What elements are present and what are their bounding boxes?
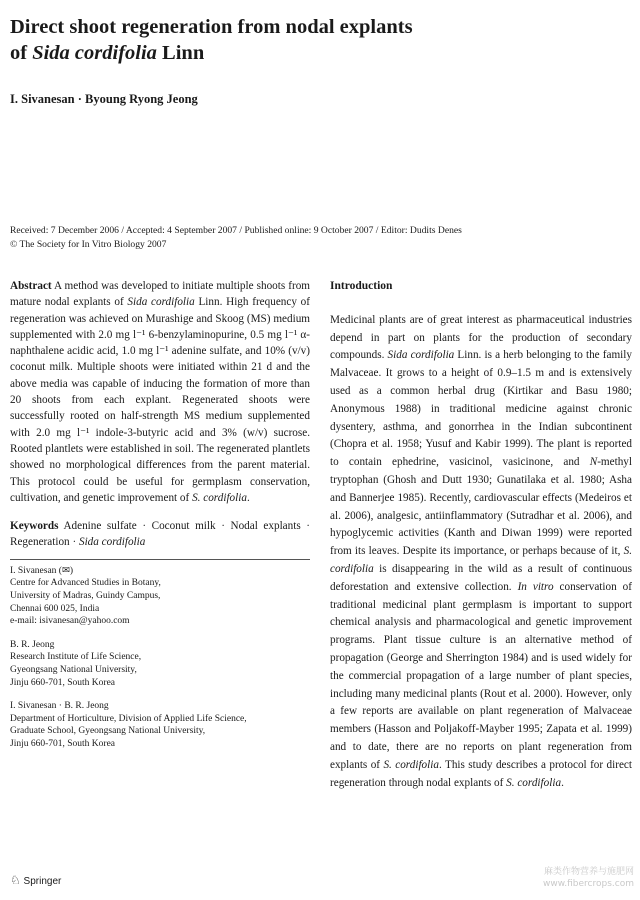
intro-italic-run: Sida cordifolia [387, 349, 455, 362]
introduction-body [330, 312, 632, 793]
title-species: Sida cordifolia [32, 42, 157, 64]
abstract-species-end: S. cordifolia [192, 491, 247, 504]
left-column [10, 278, 310, 761]
springer-logo-icon: ♘ [10, 873, 21, 887]
affiliation-line: Department of Horticulture, Division of Applied Life Science, [10, 713, 247, 724]
intro-text-run: Medicinal plants are of great interest as pharmaceutical industries depend in part on plants for the production of secondary compounds. [330, 313, 632, 362]
affiliation-line: Gyeongsang National University, [10, 664, 137, 675]
affiliation-line: B. R. Jeong [10, 639, 55, 650]
abstract-text-2: Linn. High frequency of regeneration was achieved on Murashige and Skoog (MS) medium supplemented with 2.0 mg l⁻¹ 6-benzylaminopurine, 0.5 mg l⁻¹ α-naphthalene acidic acid, 1.0 mg l⁻¹ adenine sulfate, and 10% (v/v) coconut milk. Multiple shoots were initiated within 21 d and the above media was capable of inducing the formation of more than 20 shoots from each explant. Regenerated shoots were successfully rooted on half-strength MS medium supplemented with 2.0 mg l⁻¹ indole-3-butyric acid and 3% (w/v) sucrose. Rooted plantlets were established in soil. The regenerated plantlets showed no morphological differences from the parent material. This protocol could be useful for germplasm conservation, cultivation, and genetic improvement of [10, 296, 310, 504]
intro-text-run: . [561, 776, 564, 789]
abstract [10, 278, 310, 506]
affiliation-line: University of Madras, Guindy Campus, [10, 590, 161, 601]
intro-text-run: . This study describes a protocol for direct regeneration through nodal explants of [330, 758, 632, 789]
publication-history [10, 224, 630, 252]
intro-text-run: -methyl tryptophan (Ghosh and Dutt 1930; Gunatilaka et al. 1980; Asha and Bannerjee 1985). Recently, cardiovascular effects (Medeiros et al. 2006), analgesic, antiinflammatory (Sutradhar et al. 2006), and hypoglycemic activities (Kanth and Diwan 1999) were reported from its leaves. Despite its importance, or perhaps because of it, [330, 456, 632, 558]
watermark-line-2: www.fibercrops.com [543, 879, 634, 889]
intro-text-run: conservation of traditional medicinal plant germplasm is important to support chemical analysis and pharmacological and genetic improvement programs. Plant tissue culture is an alternative method of propagation (George and Sherrington 1984) and is used widely for the commercial propagation of a large number of plant species, including many medicinal plants (Rout et al. 2000). However, only a few reports are available on plant regeneration of Malvaceae members (Hasson and Poljakoff-Mayber 1995; Zapata et al. 1999) and to date, there are no reports on plant regeneration from explants of [330, 580, 632, 771]
affiliation-line: I. Sivanesan (✉) [10, 565, 74, 576]
intro-text-run: is disappearing in the wild as a result of continuous deforestation and extensive collection. [330, 562, 632, 593]
abstract-label: Abstract [10, 280, 52, 292]
abstract-end: . [246, 491, 250, 504]
watermark [543, 866, 634, 890]
affiliation-line: Chennai 600 025, India [10, 603, 100, 614]
author-email[interactable]: e-mail: isivanesan@yahoo.com [10, 616, 130, 627]
intro-italic-run: S. cordifolia [506, 776, 562, 789]
affiliation-line: Graduate School, Gyeongsang National University, [10, 726, 206, 737]
watermark-line-1: 麻类作物营养与施肥网 [543, 867, 634, 877]
affiliation-line: Jinju 660-701, South Korea [10, 738, 116, 749]
publisher-footer [10, 873, 61, 887]
title-line-2-suffix: Linn [156, 42, 205, 64]
intro-italic-run: N [589, 456, 598, 469]
keywords [10, 518, 310, 551]
intro-italic-run: S. cordifolia [383, 758, 439, 771]
keywords-text: Adenine sulfate · Coconut milk · Nodal explants · Regeneration · [10, 520, 310, 549]
abstract-species: Sida cordifolia [127, 296, 195, 309]
affiliation-line: Jinju 660-701, South Korea [10, 677, 116, 688]
affiliation-3 [10, 700, 310, 750]
article-title [10, 14, 610, 66]
abstract-text-1: A method was developed to initiate multiple shoots from mature nodal explants of [10, 280, 310, 309]
keywords-label: Keywords [10, 520, 59, 533]
affiliation-1 [10, 565, 310, 628]
intro-italic-run: S. cordifolia [330, 545, 632, 575]
affiliation-line: I. Sivanesan · B. R. Jeong [10, 701, 109, 712]
intro-italic-run: In vitro [517, 580, 554, 593]
affiliation-line: Research Institute of Life Science, [10, 652, 142, 663]
introduction-heading: Introduction [330, 280, 393, 292]
publisher-name: Springer [23, 876, 62, 887]
affiliation-line: Centre for Advanced Studies in Botany, [10, 578, 161, 589]
right-column [330, 278, 632, 792]
author-list: I. Sivanesan · Byoung Ryong Jeong [10, 92, 198, 106]
received-line: Received: 7 December 2006 / Accepted: 4 September 2007 / Published online: 9 October 2007 / Editor: Dudits Denes [10, 225, 462, 236]
title-line-2-prefix: of [10, 42, 33, 64]
title-line-1: Direct shoot regeneration from nodal explants [10, 16, 413, 38]
copyright-line: © The Society for In Vitro Biology 2007 [10, 239, 167, 250]
affiliations [10, 559, 310, 751]
affiliation-2 [10, 639, 310, 689]
keywords-species: Sida cordifolia [78, 536, 146, 549]
intro-text-run: Linn. is a herb belonging to the family Malvaceae. It grows to a height of 0.9–1.5 m and is extensively used as a common herbal drug (Kirtikar and Basu 1980; Anonymous 1988) in traditional medicine against chronic dysentery, asthma, and gonorrhea in the Indian subcontinent (Chopra et al. 1958; Yusuf and Kabir 1999). The plant is reported to contain ephedrine, vasicinol, vasicinone, and [330, 349, 632, 469]
